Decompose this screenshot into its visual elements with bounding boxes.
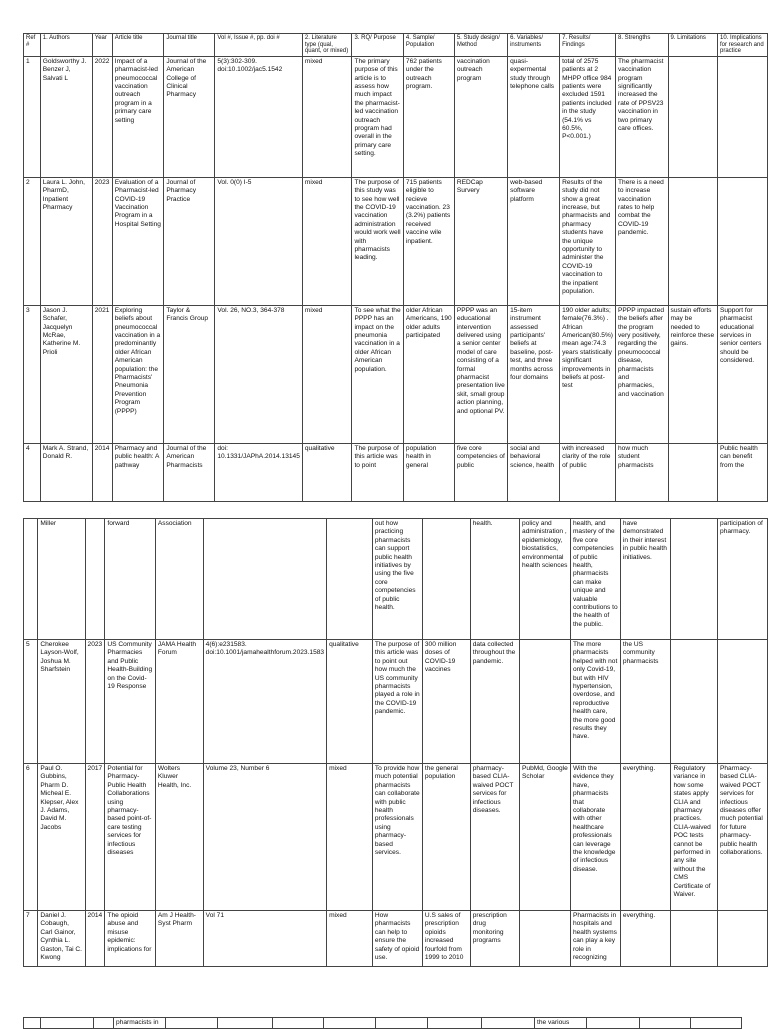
table-cell: pharmacists in [114,1018,166,1029]
table-cell: total of 2575 patients at 2 MHPP office 984 patients were excluded 1591 patients included in the study (54.1% vs 60.5%, P<0.001.) [560,56,616,177]
table-cell: Public health can benefit from the [717,443,767,501]
table-row [24,764,768,911]
table-cell: mixed [302,177,352,305]
table-cell: Daniel J. Cobaugh, Carl Gainor, Cynthia L. Gaston, Tai C. Kwong [38,911,85,967]
table-cell: 2 [24,177,41,305]
table-cell [482,1018,535,1029]
table-cell: 4(6):e231583. doi:10.1001/jamahealthforum.2023.1583 [203,640,326,764]
table-cell: Pharmacists in hospitals and health systems can play a key role in recognizing [570,911,620,967]
table-cell: U.S sales of prescription opioids increased fourfold from 1999 to 2010 [422,911,470,967]
table-cell: Volume 23, Number 6 [203,764,326,911]
table-cell [520,911,571,967]
table-cell: The purpose of this article was to point [352,443,403,501]
table-cell: Journal of the American College of Clinical Pharmacy [164,56,215,177]
table-cell [671,911,718,967]
table-row [24,640,768,764]
table-cell: Goldsworthy J. Benzer J, Salvati L [40,56,92,177]
table-cell: Impact of a pharmacist-led pneumococcal vaccination outreach program in a primary care setting [112,56,164,177]
table-cell: 2023 [92,177,112,305]
table-cell: have demonstrated in their interest in public health initiatives. [620,519,671,640]
column-header: 7. Results/ Findings [560,34,616,57]
table-cell: 4 [24,443,41,501]
column-header: Vol #, Issue #, pp. doi # [215,34,303,57]
table-cell: 7 [24,911,38,967]
table-cell: data collected throughout the pandemic. [470,640,519,764]
column-header: 6. Variables/ instruments [508,34,560,57]
table-cell: policy and administration , epidemiology, biostatistics, environmental health sciences [520,519,571,640]
column-header: Year [92,34,112,57]
table-cell: Pharmacy and public health: A pathway [112,443,164,501]
table-cell: There is a need to increase vaccination rates to help combat the COVID-19 pandemic. [616,177,669,305]
table-cell: The purpose of this study was to see how well the COVID-19 vaccination administration would work well with pharmacists leading. [352,177,403,305]
table-cell [717,640,767,764]
table-cell: social and behavioral science, health [508,443,560,501]
table-cell: PubMd, Google Scholar [520,764,571,911]
table-cell: mixed [302,305,352,443]
table-cell: Vol. 26, NO.3, 364-378 [215,305,303,443]
table-cell [85,519,105,640]
table-cell: The more pharmacists helped with not only Covid-19, but with HIV hypertension, overdose, and reproductive health care, the more good results they have. [570,640,620,764]
column-header: 8. Strengths [616,34,669,57]
table-cell [24,1018,41,1029]
column-header: Ref # [24,34,41,57]
table-cell: PPPP impacted the beliefs after the program very positively, regarding the pneumococcal disease, pharmacists and pharmacies, and vaccination [616,305,669,443]
table-cell: Regulatory variance in how some states apply CLIA and pharmacy practices. CLIA-waived POC tests cannot be performed in any site without the CMS Certificate of Waiver. [671,764,718,911]
table-cell: Journal of Pharmacy Practice [164,177,215,305]
table-cell: the US community pharmacists [620,640,671,764]
table-cell: 5(3):302-309. doi:10.1002/jac5.1542 [215,56,303,177]
table-cell: sustain efforts may be needed to reinforce these gains. [668,305,717,443]
table-cell: With the evidence they have, pharmacists that collaborate with other healthcare professionals can leverage the knowledge of infectious disease. [570,764,620,911]
table-cell [671,519,718,640]
table-cell: quasi-expermental study through telephone calls [508,56,560,177]
table-cell: out how practicing pharmacists can support public health initiatives by using the five core competencies of public health. [372,519,422,640]
column-header: 5. Study design/ Method [454,34,507,57]
table-cell [587,1018,640,1029]
table-cell: how much student pharmacists [616,443,669,501]
table-cell: everything. [620,911,671,967]
table-cell [668,443,717,501]
table-row [24,519,768,640]
table-cell [717,177,767,305]
table-cell: Vol 71 [203,911,326,967]
column-header: Journal title [164,34,215,57]
table-cell: health, and mastery of the five core competencies of public health, pharmacists can make unique and valuable contributions to the health of the public. [570,519,620,640]
table-cell: qualitative [327,640,373,764]
table-cell: qualitative [302,443,352,501]
table-cell: Jason J. Schafer, Jacquelyn McRae, Katherine M. Prioli [40,305,92,443]
table-cell [327,519,373,640]
literature-table-page-2 [23,518,768,967]
table-cell: Association [155,519,203,640]
table-cell: web-based software platform [508,177,560,305]
table-cell: Pharmacy-based CLIA-waived POCT services for infectious diseases offer much potential for future pharmacy-public health collaborations. [717,764,767,911]
table-cell: Results of the study did not show a great increase, but pharmacists and pharmacy students have the unique opportunity to administer the COVID-19 vaccination to the inpatient population. [560,177,616,305]
table-cell [218,1018,273,1029]
table-cell: mixed [327,764,373,911]
table-cell [203,519,326,640]
column-header: Article title [112,34,164,57]
table-cell: Mark A. Strand, Donald R. [40,443,92,501]
table-row [24,305,768,443]
table-cell [671,640,718,764]
table-cell: 2023 [85,640,105,764]
table-cell: 1 [24,56,41,177]
table-cell: 2022 [92,56,112,177]
table-cell: the various [535,1018,587,1029]
column-header: 9. Limitations [668,34,717,57]
table-cell [41,1018,94,1029]
table-cell: 3 [24,305,41,443]
table-cell: everything. [620,764,671,911]
table-cell: 2021 [92,305,112,443]
table-cell: 190 older adults; female(76.3%) . African American(80.5%) mean age:74.3 years statistically significant improvements in beliefs at post-test [560,305,616,443]
table-cell: the general population [422,764,470,911]
table-cell [668,56,717,177]
table-cell: 15-item instrument assessed participants' beliefs at baseline, post-test, and three months across four domains [508,305,560,443]
table-cell: PPPP was an educational intervention delivered using a senior center model of care consisting of a formal pharmacist presentation live skit, small group action planning, and optional PV. [454,305,507,443]
literature-table-page-1 [23,33,768,502]
table-cell: 2017 [85,764,105,911]
table-cell [24,519,38,640]
table-cell [691,1018,742,1029]
table-cell: forward [105,519,155,640]
table-cell: US Community Pharmacies and Public Health-Building on the Covid-19 Response [105,640,155,764]
table-cell [376,1018,428,1029]
table-cell: Miller [38,519,85,640]
table-cell: Taylor & Francis Group [164,305,215,443]
table-row [24,443,768,501]
table-cell: vaccination outreach program [454,56,507,177]
column-header: 2. Literature type (qual, quant, or mixed) [302,34,352,57]
table-cell [422,519,470,640]
table-row [24,177,768,305]
table-cell: doi: 10.1331/JAPhA.2014.13145 [215,443,303,501]
column-header: 4. Sample/ Population [403,34,454,57]
table-cell [668,177,717,305]
table-row [24,56,768,177]
table-cell [520,640,571,764]
column-header: 1. Authors [40,34,92,57]
table-cell: mixed [302,56,352,177]
table-cell: Wolters Kluwer Health, Inc. [155,764,203,911]
table-cell: Journal of the American Pharmacists [164,443,215,501]
table-row [24,911,768,967]
table-cell: 762 patients under the outreach program. [403,56,454,177]
table-cell: five core competencies of public [454,443,507,501]
literature-table-page-3 [23,1017,742,1029]
table-cell [717,911,767,967]
table-cell: The pharmacist vaccination program significantly increased the rate of PPSV23 vaccination in two primary care offices. [616,56,669,177]
table-cell: REDCap Survery [454,177,507,305]
table-cell: Support for pharmacist educational services in senior centers should be considered. [717,305,767,443]
table-cell: 2014 [92,443,112,501]
table-cell: prescription drug monitoring programs [470,911,519,967]
table-cell: 715 patients eligible to recieve vaccination. 23 (3.2%) patients received vaccine wile inpatient. [403,177,454,305]
column-header: 10. Implications for research and practice [717,34,767,57]
table-cell [273,1018,324,1029]
table-cell: with increased clarity of the role of public [560,443,616,501]
table-cell: Paul O. Gubbins, Pharm D. Micheal E. Klepser, Alex J. Adams, David M. Jacobs [38,764,85,911]
table-cell: The purpose of this article was to point out how much the US community pharmacists played a role in the COVID-19 pandemic. [372,640,422,764]
table-cell: JAMA Health Forum [155,640,203,764]
table-cell: How pharmacists can help to ensure the safety of opioid use. [372,911,422,967]
table-cell: Evaluation of a Pharmacist-led COVID-19 Vaccination Program in a Hospital Setting [112,177,164,305]
table-cell: 2014 [85,911,105,967]
table-cell: Potential for Pharmacy-Public Health Collaborations using pharmacy-based point-of-care testing services for infectious diseases [105,764,155,911]
table-cell: Exploring beliefs about pneumococcal vaccination in a predominantly older African American population: the Pharmacists' Pneumonia Prevention Program (PPPP) [112,305,164,443]
table-cell: older African Americans, 190 older adults participated [403,305,454,443]
table-cell [717,56,767,177]
table-cell: 5 [24,640,38,764]
column-header: 3. RQ/ Purpose [352,34,403,57]
table-cell: The opioid abuse and misuse epidemic: implications for [105,911,155,967]
table-cell: population health in general [403,443,454,501]
table-cell [428,1018,482,1029]
table-row [24,1018,742,1029]
table-cell: Vol. 0(0) I-5 [215,177,303,305]
table-cell: The primary purpose of this article is to assess how much impact the pharmacist-led vaccination outreach program had overall in the primary care setting. [352,56,403,177]
table-header-row [24,34,768,57]
table-cell: To see what the PPPP has an impact on the pneumonia vaccination in a older African American population. [352,305,403,443]
table-cell: participation of pharmacy. [717,519,767,640]
table-cell: Cherokee Layson-Wolf, Joshua M. Sharfstein [38,640,85,764]
table-cell: health. [470,519,519,640]
table-cell: pharmacy-based CLIA-waived POCT services for infectious diseases. [470,764,519,911]
table-cell [94,1018,114,1029]
table-cell: Laura L. John, PharmD, Inpatient Pharmacy [40,177,92,305]
table-cell: 6 [24,764,38,911]
table-cell [166,1018,218,1029]
table-cell: mixed [327,911,373,967]
table-cell [640,1018,691,1029]
table-cell: 300 million doses of COVID-19 vaccines [422,640,470,764]
table-cell: To provide how much potential pharmacists can collaborate with public health professionals using pharmacy-based services. [372,764,422,911]
table-cell: Am J Health-Syst Pharm [155,911,203,967]
table-cell [324,1018,376,1029]
